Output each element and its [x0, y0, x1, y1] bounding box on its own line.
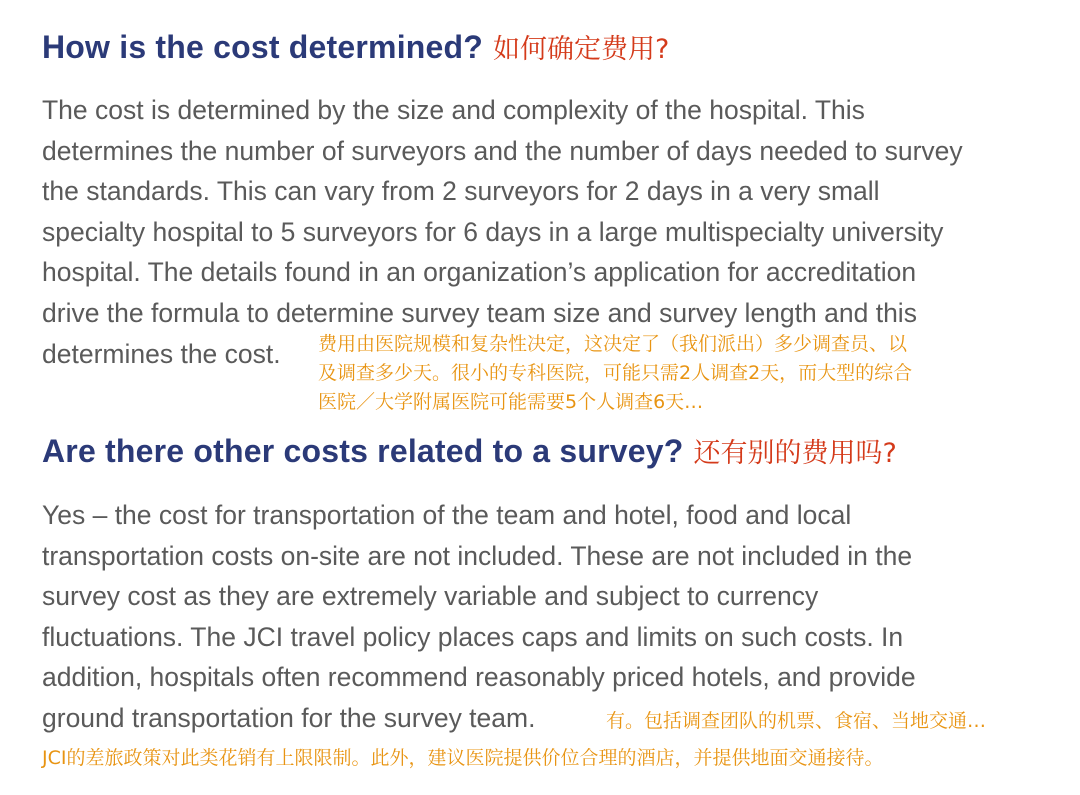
- section-heading-other-costs: [42, 431, 897, 474]
- other-costs-chinese-note-line-2: JCI的差旅政策对此类花销有上限限制。此外，建议医院提供价位合理的酒店，并提供地面交通接待。: [42, 747, 884, 769]
- section-heading-cost-determined: [42, 27, 669, 70]
- other-costs-chinese-note-line-1: 有。包括调查团队的机票、食宿、当地交通…: [606, 710, 987, 732]
- heading-chinese: 还有别的费用吗?: [693, 438, 897, 469]
- heading-english: Are there other costs related to a survey?: [42, 433, 684, 469]
- heading-english: How is the cost determined?: [42, 29, 484, 65]
- cost-determined-paragraph: The cost is determined by the size and complexity of the hospital. This determines the number of surveyors and the number of days needed to survey the standards. This can vary from 2 surveyors for 2 days in a very small specialty hospital to 5 surveyors for 6 days in a large multispecialty university hospital. The details found in an organization’s application for accreditation drive the formula to determine survey team size and survey length and this determines the cost.: [42, 95, 963, 369]
- heading-chinese: 如何确定费用?: [493, 34, 670, 65]
- other-costs-paragraph: Yes – the cost for transportation of the team and hotel, food and local transportation costs on-site are not included. These are not included in the survey cost as they are extremely variable and subject to currency fluctuations. The JCI travel policy places caps and limits on such costs. In addition, hospitals often recommend reasonably priced hotels, and provide ground transportation for the survey team.: [42, 500, 916, 733]
- cost-determined-chinese-note: 费用由医院规模和复杂性决定，这决定了（我们派出）多少调查员、以 及调查多少天。很小的专科医院，可能只需2人调查2天，而大型的综合 医院／大学附属医院可能需要5个人调查6天…: [318, 333, 913, 413]
